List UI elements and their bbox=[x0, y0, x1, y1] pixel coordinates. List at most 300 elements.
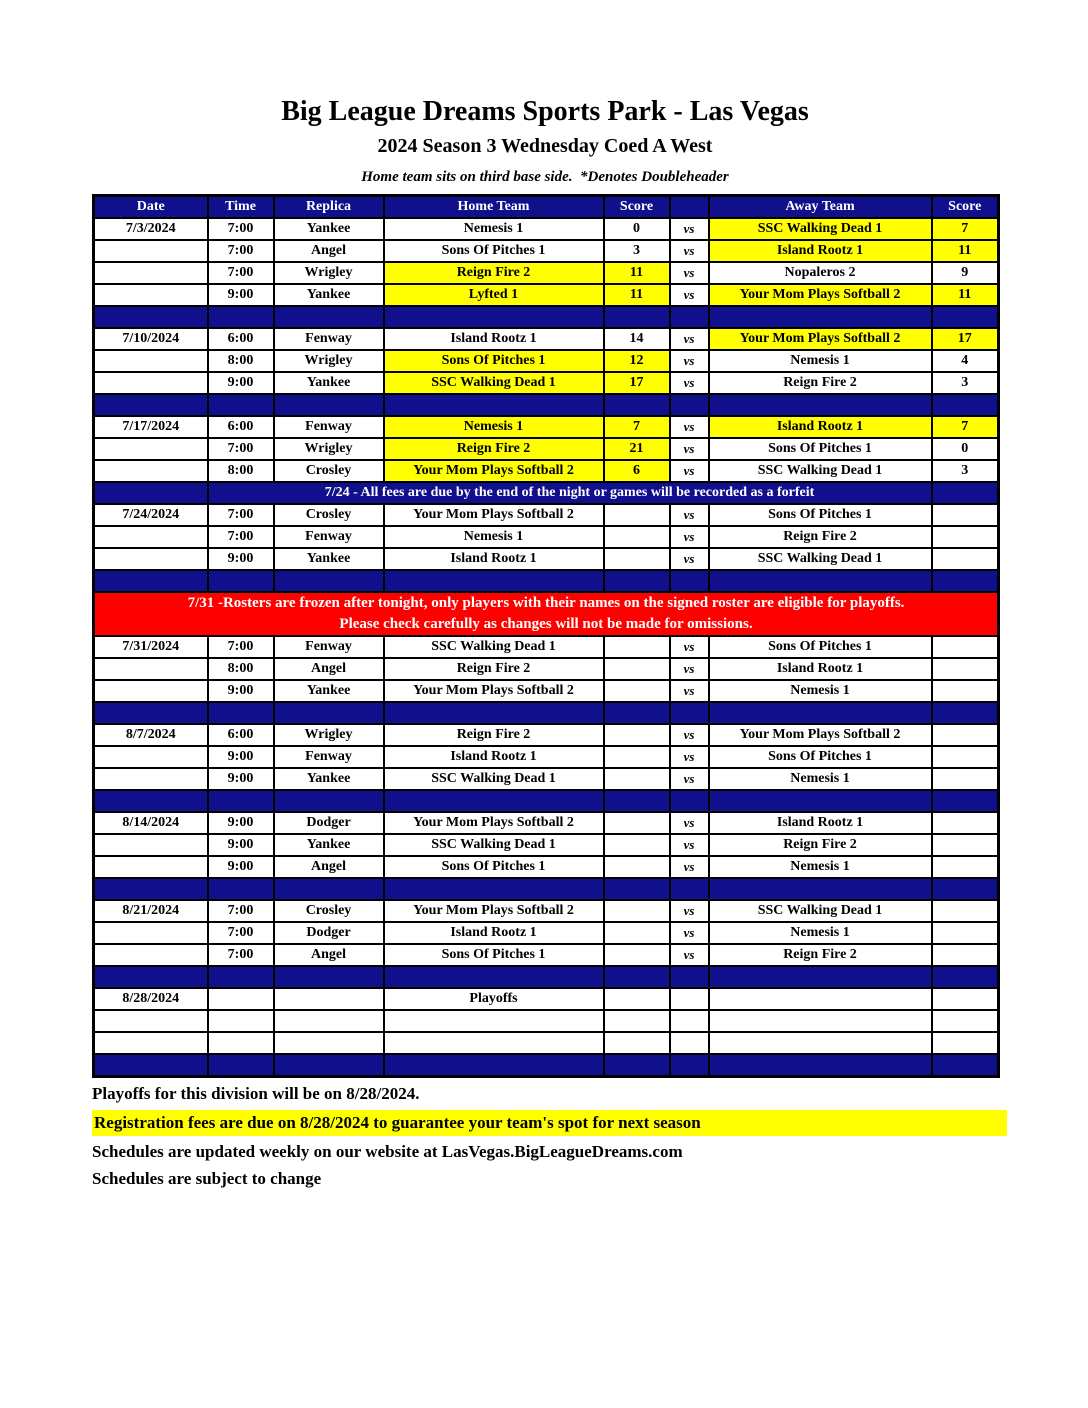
replica-cell: Crosley bbox=[274, 900, 384, 922]
separator-row bbox=[94, 790, 999, 812]
vs-cell: vs bbox=[670, 658, 709, 680]
column-header-away-team: Away Team bbox=[709, 196, 932, 219]
replica-cell: Fenway bbox=[274, 636, 384, 658]
home-team-cell: SSC Walking Dead 1 bbox=[384, 834, 604, 856]
date-cell: 7/3/2024 bbox=[94, 218, 208, 240]
away-score-cell: 11 bbox=[932, 284, 999, 306]
vs-cell: vs bbox=[670, 636, 709, 658]
separator-cell bbox=[670, 306, 709, 328]
away-team-cell: Nemesis 1 bbox=[709, 350, 932, 372]
away-team-cell: Your Mom Plays Softball 2 bbox=[709, 328, 932, 350]
away-team-cell: Your Mom Plays Softball 2 bbox=[709, 284, 932, 306]
vs-cell: vs bbox=[670, 526, 709, 548]
away-team-cell: Reign Fire 2 bbox=[709, 526, 932, 548]
replica-cell: Fenway bbox=[274, 746, 384, 768]
home-score-cell bbox=[604, 812, 670, 834]
away-score-cell: 3 bbox=[932, 460, 999, 482]
footer-subject-to-change-note: Schedules are subject to change bbox=[92, 1169, 322, 1188]
away-score-cell: 7 bbox=[932, 218, 999, 240]
away-team-cell: SSC Walking Dead 1 bbox=[709, 900, 932, 922]
separator-cell bbox=[94, 394, 208, 416]
separator-cell bbox=[670, 878, 709, 900]
schedule-footer bbox=[92, 1083, 1008, 1190]
separator-cell bbox=[208, 570, 274, 592]
schedule-table-body bbox=[94, 218, 999, 1077]
home-score-cell bbox=[604, 834, 670, 856]
time-cell: 9:00 bbox=[208, 746, 274, 768]
game-row bbox=[94, 548, 999, 570]
time-cell: 7:00 bbox=[208, 218, 274, 240]
column-header-away-score: Score bbox=[932, 196, 999, 219]
away-score-cell bbox=[932, 658, 999, 680]
home-team-cell: Island Rootz 1 bbox=[384, 328, 604, 350]
time-cell: 9:00 bbox=[208, 548, 274, 570]
separator-cell bbox=[604, 702, 670, 724]
date-cell bbox=[94, 746, 208, 768]
separator-cell bbox=[670, 702, 709, 724]
time-cell: 7:00 bbox=[208, 262, 274, 284]
away-score-cell: 17 bbox=[932, 328, 999, 350]
game-row bbox=[94, 240, 999, 262]
time-cell: 9:00 bbox=[208, 812, 274, 834]
vs-cell: vs bbox=[670, 746, 709, 768]
roster-freeze-notice-line: Please check carefully as changes will not be made for omissions. bbox=[339, 616, 753, 632]
away-score-cell bbox=[932, 834, 999, 856]
away-team-cell: Reign Fire 2 bbox=[709, 944, 932, 966]
replica-cell: Wrigley bbox=[274, 438, 384, 460]
separator-cell bbox=[709, 306, 932, 328]
separator-cell bbox=[384, 790, 604, 812]
date-cell bbox=[94, 350, 208, 372]
away-team-cell: SSC Walking Dead 1 bbox=[709, 460, 932, 482]
schedule-table bbox=[92, 194, 1000, 1078]
vs-cell: vs bbox=[670, 548, 709, 570]
vs-cell: vs bbox=[670, 416, 709, 438]
time-cell bbox=[208, 1010, 274, 1032]
time-cell: 7:00 bbox=[208, 944, 274, 966]
away-score-cell bbox=[932, 988, 999, 1010]
time-cell: 9:00 bbox=[208, 856, 274, 878]
vs-cell: vs bbox=[670, 460, 709, 482]
away-team-cell: Reign Fire 2 bbox=[709, 372, 932, 394]
home-score-cell: 14 bbox=[604, 328, 670, 350]
away-score-cell bbox=[932, 636, 999, 658]
playoffs-row bbox=[94, 988, 999, 1010]
replica-cell: Angel bbox=[274, 240, 384, 262]
game-row bbox=[94, 460, 999, 482]
vs-cell bbox=[670, 1032, 709, 1054]
separator-cell bbox=[604, 878, 670, 900]
vs-cell: vs bbox=[670, 328, 709, 350]
away-score-cell: 3 bbox=[932, 372, 999, 394]
replica-cell bbox=[274, 1032, 384, 1054]
date-cell bbox=[94, 284, 208, 306]
separator-cell bbox=[709, 570, 932, 592]
date-cell bbox=[94, 526, 208, 548]
separator-cell bbox=[932, 306, 999, 328]
vs-cell: vs bbox=[670, 218, 709, 240]
separator-cell bbox=[709, 790, 932, 812]
separator-cell bbox=[604, 394, 670, 416]
away-team-cell: Sons Of Pitches 1 bbox=[709, 438, 932, 460]
vs-cell: vs bbox=[670, 812, 709, 834]
footer-website-note: Schedules are updated weekly on our website at LasVegas.BigLeagueDreams.com bbox=[92, 1142, 683, 1161]
separator-cell bbox=[208, 1054, 274, 1077]
date-cell bbox=[94, 1032, 208, 1054]
home-score-cell bbox=[604, 1032, 670, 1054]
game-row bbox=[94, 922, 999, 944]
vs-cell bbox=[670, 1010, 709, 1032]
home-score-cell bbox=[604, 856, 670, 878]
home-team-cell: Reign Fire 2 bbox=[384, 658, 604, 680]
away-team-cell: Sons Of Pitches 1 bbox=[709, 746, 932, 768]
home-score-cell bbox=[604, 1010, 670, 1032]
replica-cell: Yankee bbox=[274, 768, 384, 790]
home-score-cell bbox=[604, 900, 670, 922]
time-cell: 7:00 bbox=[208, 438, 274, 460]
home-score-cell bbox=[604, 504, 670, 526]
date-cell: 7/10/2024 bbox=[94, 328, 208, 350]
time-cell: 6:00 bbox=[208, 724, 274, 746]
separator-row bbox=[94, 306, 999, 328]
date-cell bbox=[94, 658, 208, 680]
separator-row bbox=[94, 966, 999, 988]
away-team-cell: Nemesis 1 bbox=[709, 922, 932, 944]
date-cell bbox=[94, 372, 208, 394]
separator-cell bbox=[384, 702, 604, 724]
away-score-cell bbox=[932, 746, 999, 768]
home-score-cell: 21 bbox=[604, 438, 670, 460]
column-header-home-score: Score bbox=[604, 196, 670, 219]
away-team-cell: Nemesis 1 bbox=[709, 856, 932, 878]
replica-cell: Angel bbox=[274, 658, 384, 680]
home-score-cell bbox=[604, 636, 670, 658]
replica-cell bbox=[274, 988, 384, 1010]
away-score-cell bbox=[932, 856, 999, 878]
separator-cell bbox=[670, 790, 709, 812]
separator-cell bbox=[604, 790, 670, 812]
separator-cell bbox=[709, 1054, 932, 1077]
separator-cell bbox=[94, 966, 208, 988]
away-team-cell: SSC Walking Dead 1 bbox=[709, 218, 932, 240]
home-team-cell: Island Rootz 1 bbox=[384, 548, 604, 570]
separator-cell bbox=[384, 878, 604, 900]
home-team-cell: Your Mom Plays Softball 2 bbox=[384, 504, 604, 526]
time-cell: 9:00 bbox=[208, 284, 274, 306]
away-team-cell: Nemesis 1 bbox=[709, 680, 932, 702]
game-row bbox=[94, 262, 999, 284]
away-team-cell bbox=[709, 1010, 932, 1032]
replica-cell bbox=[274, 1010, 384, 1032]
date-cell bbox=[94, 922, 208, 944]
home-score-cell: 11 bbox=[604, 262, 670, 284]
separator-cell bbox=[94, 570, 208, 592]
page-title: Big League Dreams Sports Park - Las Vegas bbox=[281, 96, 809, 127]
replica-cell: Yankee bbox=[274, 548, 384, 570]
separator-cell bbox=[384, 966, 604, 988]
date-cell: 8/21/2024 bbox=[94, 900, 208, 922]
vs-cell: vs bbox=[670, 834, 709, 856]
home-score-cell: 11 bbox=[604, 284, 670, 306]
date-cell: 8/14/2024 bbox=[94, 812, 208, 834]
separator-cell bbox=[670, 570, 709, 592]
vs-cell: vs bbox=[670, 372, 709, 394]
vs-cell: vs bbox=[670, 350, 709, 372]
away-score-cell bbox=[932, 526, 999, 548]
replica-cell: Wrigley bbox=[274, 350, 384, 372]
time-cell: 6:00 bbox=[208, 416, 274, 438]
roster-freeze-notice-line: 7/31 -Rosters are frozen after tonight, only players with their names on the signed roster are eligible for playoffs. bbox=[187, 595, 905, 611]
replica-cell: Wrigley bbox=[274, 724, 384, 746]
fees-notice-row bbox=[94, 482, 999, 504]
away-score-cell: 4 bbox=[932, 350, 999, 372]
separator-cell bbox=[94, 1054, 208, 1077]
away-score-cell bbox=[932, 900, 999, 922]
home-team-cell: Sons Of Pitches 1 bbox=[384, 856, 604, 878]
game-row bbox=[94, 658, 999, 680]
replica-cell: Fenway bbox=[274, 526, 384, 548]
replica-cell: Dodger bbox=[274, 922, 384, 944]
home-team-cell: Nemesis 1 bbox=[384, 416, 604, 438]
home-team-cell: SSC Walking Dead 1 bbox=[384, 372, 604, 394]
date-cell bbox=[94, 548, 208, 570]
home-team-cell: SSC Walking Dead 1 bbox=[384, 768, 604, 790]
separator-cell bbox=[670, 394, 709, 416]
game-row bbox=[94, 416, 999, 438]
replica-cell: Angel bbox=[274, 856, 384, 878]
vs-cell: vs bbox=[670, 944, 709, 966]
home-score-cell: 3 bbox=[604, 240, 670, 262]
separator-cell bbox=[670, 1054, 709, 1077]
away-score-cell bbox=[932, 724, 999, 746]
date-cell bbox=[94, 240, 208, 262]
date-cell bbox=[94, 460, 208, 482]
date-cell: 7/31/2024 bbox=[94, 636, 208, 658]
separator-cell bbox=[208, 878, 274, 900]
replica-cell: Yankee bbox=[274, 372, 384, 394]
column-header-replica: Replica bbox=[274, 196, 384, 219]
fees-notice-text: 7/24 - All fees are due by the end of the night or games will be recorded as a forfeit bbox=[208, 482, 932, 504]
home-score-cell bbox=[604, 746, 670, 768]
replica-cell: Fenway bbox=[274, 328, 384, 350]
date-cell bbox=[94, 834, 208, 856]
separator-cell bbox=[208, 394, 274, 416]
separator-cell bbox=[932, 570, 999, 592]
separator-cell bbox=[932, 878, 999, 900]
schedule-content bbox=[92, 0, 998, 1078]
separator-row bbox=[94, 394, 999, 416]
footer-playoffs-note: Playoffs for this division will be on 8/28/2024. bbox=[92, 1084, 420, 1103]
separator-row bbox=[94, 1054, 999, 1077]
away-team-cell bbox=[709, 1032, 932, 1054]
separator-cell bbox=[208, 306, 274, 328]
time-cell: 7:00 bbox=[208, 636, 274, 658]
vs-cell: vs bbox=[670, 922, 709, 944]
replica-cell: Angel bbox=[274, 944, 384, 966]
home-team-cell: Your Mom Plays Softball 2 bbox=[384, 812, 604, 834]
home-score-cell bbox=[604, 680, 670, 702]
away-team-cell: Sons Of Pitches 1 bbox=[709, 636, 932, 658]
home-score-cell: 0 bbox=[604, 218, 670, 240]
separator-cell bbox=[274, 878, 384, 900]
time-cell: 9:00 bbox=[208, 680, 274, 702]
separator-cell bbox=[604, 306, 670, 328]
empty-row bbox=[94, 1032, 999, 1054]
vs-cell: vs bbox=[670, 724, 709, 746]
away-score-cell bbox=[932, 1010, 999, 1032]
away-team-cell: Nopaleros 2 bbox=[709, 262, 932, 284]
replica-cell: Yankee bbox=[274, 284, 384, 306]
replica-cell: Yankee bbox=[274, 834, 384, 856]
game-row bbox=[94, 350, 999, 372]
roster-freeze-notice-text bbox=[94, 592, 999, 636]
date-cell bbox=[94, 262, 208, 284]
away-team-cell: SSC Walking Dead 1 bbox=[709, 548, 932, 570]
date-cell: 8/7/2024 bbox=[94, 724, 208, 746]
date-cell bbox=[94, 438, 208, 460]
game-row bbox=[94, 724, 999, 746]
separator-cell bbox=[274, 966, 384, 988]
away-team-cell: Island Rootz 1 bbox=[709, 240, 932, 262]
home-team-cell: Your Mom Plays Softball 2 bbox=[384, 900, 604, 922]
away-team-cell bbox=[709, 988, 932, 1010]
vs-cell: vs bbox=[670, 504, 709, 526]
replica-cell: Crosley bbox=[274, 504, 384, 526]
separator-row bbox=[94, 878, 999, 900]
vs-cell: vs bbox=[670, 240, 709, 262]
game-row bbox=[94, 768, 999, 790]
separator-cell bbox=[709, 878, 932, 900]
separator-cell bbox=[94, 878, 208, 900]
game-row bbox=[94, 856, 999, 878]
separator-cell bbox=[274, 790, 384, 812]
time-cell: 7:00 bbox=[208, 504, 274, 526]
separator-row bbox=[94, 702, 999, 724]
date-cell bbox=[94, 482, 208, 504]
time-cell: 6:00 bbox=[208, 328, 274, 350]
away-score-cell bbox=[932, 482, 999, 504]
time-cell: 9:00 bbox=[208, 834, 274, 856]
away-score-cell bbox=[932, 812, 999, 834]
game-row bbox=[94, 328, 999, 350]
vs-cell: vs bbox=[670, 900, 709, 922]
away-score-cell bbox=[932, 922, 999, 944]
replica-cell: Crosley bbox=[274, 460, 384, 482]
home-team-cell: Reign Fire 2 bbox=[384, 262, 604, 284]
separator-cell bbox=[384, 394, 604, 416]
separator-cell bbox=[274, 306, 384, 328]
game-row bbox=[94, 372, 999, 394]
away-score-cell: 11 bbox=[932, 240, 999, 262]
separator-cell bbox=[709, 394, 932, 416]
date-cell: 8/28/2024 bbox=[94, 988, 208, 1010]
home-team-cell: Your Mom Plays Softball 2 bbox=[384, 460, 604, 482]
time-cell: 8:00 bbox=[208, 350, 274, 372]
separator-cell bbox=[932, 702, 999, 724]
home-score-cell bbox=[604, 922, 670, 944]
time-cell: 9:00 bbox=[208, 768, 274, 790]
away-team-cell: Reign Fire 2 bbox=[709, 834, 932, 856]
vs-cell: vs bbox=[670, 438, 709, 460]
game-row bbox=[94, 944, 999, 966]
home-score-cell bbox=[604, 768, 670, 790]
separator-cell bbox=[94, 702, 208, 724]
away-team-cell: Island Rootz 1 bbox=[709, 416, 932, 438]
home-team-cell: Your Mom Plays Softball 2 bbox=[384, 680, 604, 702]
date-cell bbox=[94, 1010, 208, 1032]
time-cell: 7:00 bbox=[208, 240, 274, 262]
time-cell: 8:00 bbox=[208, 460, 274, 482]
home-team-cell: Nemesis 1 bbox=[384, 218, 604, 240]
away-team-cell: Nemesis 1 bbox=[709, 768, 932, 790]
home-score-cell: 12 bbox=[604, 350, 670, 372]
separator-cell bbox=[274, 570, 384, 592]
replica-cell: Dodger bbox=[274, 812, 384, 834]
game-row bbox=[94, 218, 999, 240]
home-team-cell bbox=[384, 1032, 604, 1054]
separator-cell bbox=[932, 1054, 999, 1077]
vs-cell: vs bbox=[670, 856, 709, 878]
separator-cell bbox=[932, 966, 999, 988]
column-header-home-team: Home Team bbox=[384, 196, 604, 219]
away-team-cell: Your Mom Plays Softball 2 bbox=[709, 724, 932, 746]
separator-cell bbox=[604, 966, 670, 988]
time-cell: 7:00 bbox=[208, 922, 274, 944]
separator-row bbox=[94, 570, 999, 592]
date-cell: 7/24/2024 bbox=[94, 504, 208, 526]
home-team-cell: Nemesis 1 bbox=[384, 526, 604, 548]
replica-cell: Yankee bbox=[274, 680, 384, 702]
home-score-cell bbox=[604, 526, 670, 548]
schedule-table-head bbox=[94, 196, 999, 219]
date-cell bbox=[94, 680, 208, 702]
home-score-cell bbox=[604, 658, 670, 680]
separator-cell bbox=[94, 790, 208, 812]
game-row bbox=[94, 504, 999, 526]
away-team-cell: Island Rootz 1 bbox=[709, 812, 932, 834]
vs-cell: vs bbox=[670, 680, 709, 702]
home-team-cell: Lyfted 1 bbox=[384, 284, 604, 306]
separator-cell bbox=[94, 306, 208, 328]
game-row bbox=[94, 636, 999, 658]
separator-cell bbox=[604, 1054, 670, 1077]
home-score-cell bbox=[604, 724, 670, 746]
separator-cell bbox=[208, 966, 274, 988]
page-subtitle: 2024 Season 3 Wednesday Coed A West bbox=[377, 135, 713, 157]
home-team-cell: SSC Walking Dead 1 bbox=[384, 636, 604, 658]
home-team-cell bbox=[384, 1010, 604, 1032]
date-cell bbox=[94, 944, 208, 966]
time-cell: 7:00 bbox=[208, 526, 274, 548]
home-score-cell: 7 bbox=[604, 416, 670, 438]
home-team-note: Home team sits on third base side. *Denotes Doubleheader bbox=[361, 169, 729, 185]
home-team-cell: Sons Of Pitches 1 bbox=[384, 240, 604, 262]
time-cell bbox=[208, 1032, 274, 1054]
game-row bbox=[94, 746, 999, 768]
time-cell: 9:00 bbox=[208, 372, 274, 394]
empty-row bbox=[94, 1010, 999, 1032]
separator-cell bbox=[274, 702, 384, 724]
roster-freeze-notice-row bbox=[94, 592, 999, 636]
home-score-cell bbox=[604, 944, 670, 966]
date-cell bbox=[94, 768, 208, 790]
game-row bbox=[94, 900, 999, 922]
home-team-cell: Sons Of Pitches 1 bbox=[384, 944, 604, 966]
replica-cell: Yankee bbox=[274, 218, 384, 240]
home-score-cell bbox=[604, 988, 670, 1010]
away-team-cell: Island Rootz 1 bbox=[709, 658, 932, 680]
separator-cell bbox=[208, 790, 274, 812]
